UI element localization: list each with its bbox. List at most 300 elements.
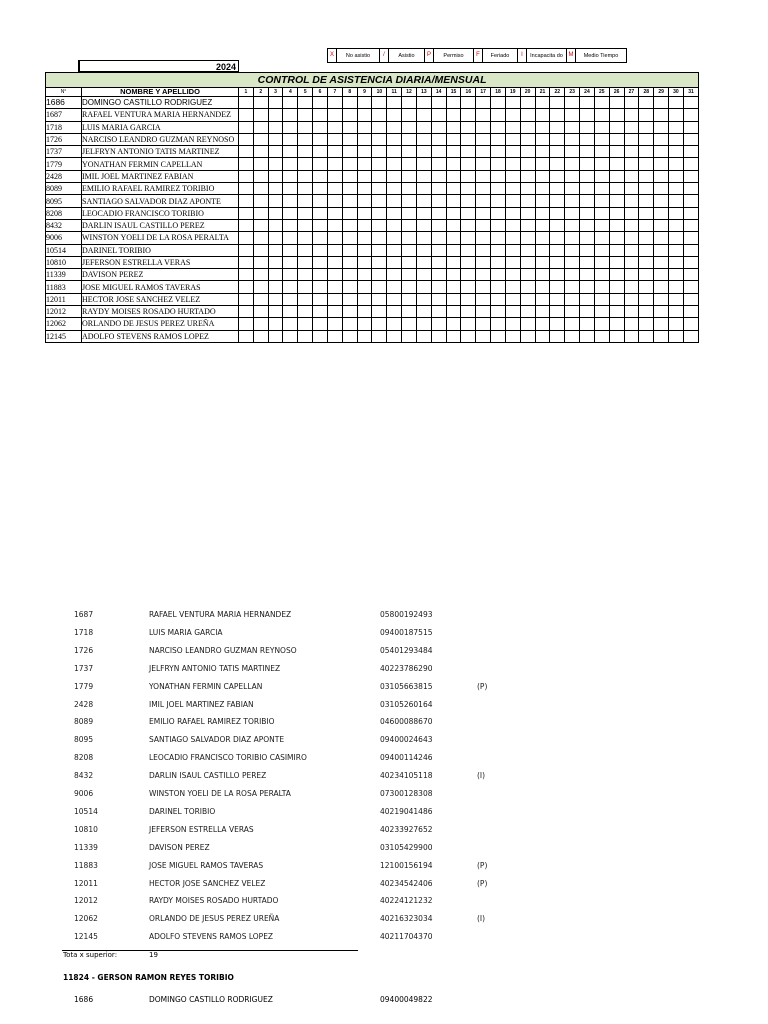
attendance-cell[interactable] xyxy=(683,306,698,318)
attendance-cell[interactable] xyxy=(431,170,446,182)
attendance-cell[interactable] xyxy=(505,306,520,318)
attendance-cell[interactable] xyxy=(683,158,698,170)
attendance-cell[interactable] xyxy=(476,183,491,195)
attendance-cell[interactable] xyxy=(669,133,684,145)
attendance-cell[interactable] xyxy=(446,219,461,231)
attendance-cell[interactable] xyxy=(342,133,357,145)
attendance-cell[interactable] xyxy=(327,244,342,256)
attendance-cell[interactable] xyxy=(446,318,461,330)
attendance-cell[interactable] xyxy=(594,170,609,182)
attendance-cell[interactable] xyxy=(446,97,461,109)
attendance-cell[interactable] xyxy=(535,330,550,342)
attendance-cell[interactable] xyxy=(580,330,595,342)
attendance-cell[interactable] xyxy=(491,195,506,207)
attendance-cell[interactable] xyxy=(669,158,684,170)
attendance-cell[interactable] xyxy=(327,293,342,305)
attendance-cell[interactable] xyxy=(298,207,313,219)
attendance-cell[interactable] xyxy=(402,330,417,342)
attendance-cell[interactable] xyxy=(565,281,580,293)
attendance-cell[interactable] xyxy=(683,207,698,219)
attendance-cell[interactable] xyxy=(520,146,535,158)
attendance-cell[interactable] xyxy=(268,318,283,330)
attendance-cell[interactable] xyxy=(253,281,268,293)
attendance-cell[interactable] xyxy=(357,269,372,281)
attendance-cell[interactable] xyxy=(550,232,565,244)
attendance-cell[interactable] xyxy=(298,170,313,182)
attendance-cell[interactable] xyxy=(491,293,506,305)
attendance-cell[interactable] xyxy=(683,170,698,182)
attendance-cell[interactable] xyxy=(580,232,595,244)
attendance-cell[interactable] xyxy=(550,269,565,281)
attendance-cell[interactable] xyxy=(253,207,268,219)
attendance-cell[interactable] xyxy=(654,195,669,207)
attendance-cell[interactable] xyxy=(594,158,609,170)
attendance-cell[interactable] xyxy=(654,170,669,182)
attendance-cell[interactable] xyxy=(446,330,461,342)
attendance-cell[interactable] xyxy=(624,244,639,256)
attendance-cell[interactable] xyxy=(654,244,669,256)
attendance-cell[interactable] xyxy=(342,256,357,268)
attendance-cell[interactable] xyxy=(594,330,609,342)
attendance-cell[interactable] xyxy=(461,207,476,219)
attendance-cell[interactable] xyxy=(253,121,268,133)
attendance-cell[interactable] xyxy=(313,293,328,305)
attendance-cell[interactable] xyxy=(342,158,357,170)
attendance-cell[interactable] xyxy=(253,244,268,256)
attendance-cell[interactable] xyxy=(669,183,684,195)
attendance-cell[interactable] xyxy=(624,170,639,182)
attendance-cell[interactable] xyxy=(505,232,520,244)
attendance-cell[interactable] xyxy=(372,146,387,158)
attendance-cell[interactable] xyxy=(654,281,669,293)
attendance-cell[interactable] xyxy=(476,281,491,293)
attendance-cell[interactable] xyxy=(431,244,446,256)
attendance-cell[interactable] xyxy=(283,219,298,231)
attendance-cell[interactable] xyxy=(372,195,387,207)
attendance-cell[interactable] xyxy=(446,293,461,305)
attendance-cell[interactable] xyxy=(565,256,580,268)
attendance-cell[interactable] xyxy=(461,306,476,318)
attendance-cell[interactable] xyxy=(476,133,491,145)
attendance-cell[interactable] xyxy=(298,146,313,158)
attendance-cell[interactable] xyxy=(357,330,372,342)
attendance-cell[interactable] xyxy=(387,330,402,342)
attendance-cell[interactable] xyxy=(402,183,417,195)
attendance-cell[interactable] xyxy=(327,330,342,342)
attendance-cell[interactable] xyxy=(372,109,387,121)
attendance-cell[interactable] xyxy=(550,158,565,170)
attendance-cell[interactable] xyxy=(669,146,684,158)
attendance-cell[interactable] xyxy=(239,330,254,342)
attendance-cell[interactable] xyxy=(461,158,476,170)
attendance-cell[interactable] xyxy=(476,244,491,256)
attendance-cell[interactable] xyxy=(580,97,595,109)
attendance-cell[interactable] xyxy=(402,133,417,145)
attendance-cell[interactable] xyxy=(669,232,684,244)
attendance-cell[interactable] xyxy=(505,330,520,342)
attendance-cell[interactable] xyxy=(461,195,476,207)
attendance-cell[interactable] xyxy=(580,219,595,231)
attendance-cell[interactable] xyxy=(624,121,639,133)
attendance-cell[interactable] xyxy=(609,318,624,330)
attendance-cell[interactable] xyxy=(609,256,624,268)
attendance-cell[interactable] xyxy=(624,97,639,109)
attendance-cell[interactable] xyxy=(505,207,520,219)
attendance-cell[interactable] xyxy=(239,170,254,182)
attendance-cell[interactable] xyxy=(372,121,387,133)
attendance-cell[interactable] xyxy=(639,269,654,281)
attendance-cell[interactable] xyxy=(594,183,609,195)
attendance-cell[interactable] xyxy=(342,207,357,219)
attendance-cell[interactable] xyxy=(669,195,684,207)
attendance-cell[interactable] xyxy=(268,256,283,268)
attendance-cell[interactable] xyxy=(431,256,446,268)
attendance-cell[interactable] xyxy=(580,293,595,305)
attendance-cell[interactable] xyxy=(431,146,446,158)
attendance-cell[interactable] xyxy=(505,244,520,256)
attendance-cell[interactable] xyxy=(520,109,535,121)
attendance-cell[interactable] xyxy=(550,109,565,121)
attendance-cell[interactable] xyxy=(683,183,698,195)
attendance-cell[interactable] xyxy=(609,269,624,281)
attendance-cell[interactable] xyxy=(431,109,446,121)
attendance-cell[interactable] xyxy=(639,183,654,195)
attendance-cell[interactable] xyxy=(239,133,254,145)
attendance-cell[interactable] xyxy=(298,109,313,121)
attendance-cell[interactable] xyxy=(327,109,342,121)
attendance-cell[interactable] xyxy=(416,330,431,342)
attendance-cell[interactable] xyxy=(268,207,283,219)
attendance-cell[interactable] xyxy=(520,158,535,170)
attendance-cell[interactable] xyxy=(387,269,402,281)
attendance-cell[interactable] xyxy=(283,256,298,268)
attendance-cell[interactable] xyxy=(239,306,254,318)
attendance-cell[interactable] xyxy=(683,97,698,109)
attendance-cell[interactable] xyxy=(535,306,550,318)
attendance-cell[interactable] xyxy=(446,121,461,133)
attendance-cell[interactable] xyxy=(580,306,595,318)
attendance-cell[interactable] xyxy=(357,256,372,268)
attendance-cell[interactable] xyxy=(402,158,417,170)
attendance-cell[interactable] xyxy=(372,306,387,318)
attendance-cell[interactable] xyxy=(253,170,268,182)
attendance-cell[interactable] xyxy=(565,97,580,109)
attendance-cell[interactable] xyxy=(313,97,328,109)
attendance-cell[interactable] xyxy=(580,170,595,182)
attendance-cell[interactable] xyxy=(669,170,684,182)
attendance-cell[interactable] xyxy=(580,256,595,268)
attendance-cell[interactable] xyxy=(387,158,402,170)
attendance-cell[interactable] xyxy=(298,293,313,305)
attendance-cell[interactable] xyxy=(624,109,639,121)
attendance-cell[interactable] xyxy=(594,121,609,133)
attendance-cell[interactable] xyxy=(372,183,387,195)
attendance-cell[interactable] xyxy=(476,158,491,170)
attendance-cell[interactable] xyxy=(253,293,268,305)
attendance-cell[interactable] xyxy=(402,97,417,109)
attendance-cell[interactable] xyxy=(580,195,595,207)
attendance-cell[interactable] xyxy=(624,256,639,268)
attendance-cell[interactable] xyxy=(491,158,506,170)
attendance-cell[interactable] xyxy=(476,306,491,318)
attendance-cell[interactable] xyxy=(387,281,402,293)
attendance-cell[interactable] xyxy=(461,318,476,330)
attendance-cell[interactable] xyxy=(357,133,372,145)
attendance-cell[interactable] xyxy=(342,97,357,109)
attendance-cell[interactable] xyxy=(239,219,254,231)
attendance-cell[interactable] xyxy=(402,207,417,219)
attendance-cell[interactable] xyxy=(342,244,357,256)
attendance-cell[interactable] xyxy=(535,195,550,207)
attendance-cell[interactable] xyxy=(416,170,431,182)
attendance-cell[interactable] xyxy=(550,256,565,268)
attendance-cell[interactable] xyxy=(239,256,254,268)
attendance-cell[interactable] xyxy=(342,146,357,158)
attendance-cell[interactable] xyxy=(669,281,684,293)
attendance-cell[interactable] xyxy=(609,232,624,244)
attendance-cell[interactable] xyxy=(609,281,624,293)
attendance-cell[interactable] xyxy=(342,219,357,231)
attendance-cell[interactable] xyxy=(239,318,254,330)
attendance-cell[interactable] xyxy=(535,183,550,195)
attendance-cell[interactable] xyxy=(565,219,580,231)
attendance-cell[interactable] xyxy=(683,293,698,305)
attendance-cell[interactable] xyxy=(594,244,609,256)
attendance-cell[interactable] xyxy=(283,133,298,145)
attendance-cell[interactable] xyxy=(298,330,313,342)
attendance-cell[interactable] xyxy=(491,133,506,145)
attendance-cell[interactable] xyxy=(268,158,283,170)
attendance-cell[interactable] xyxy=(491,232,506,244)
attendance-cell[interactable] xyxy=(253,306,268,318)
attendance-cell[interactable] xyxy=(609,244,624,256)
attendance-cell[interactable] xyxy=(446,244,461,256)
attendance-cell[interactable] xyxy=(461,256,476,268)
attendance-cell[interactable] xyxy=(594,232,609,244)
attendance-cell[interactable] xyxy=(372,256,387,268)
attendance-cell[interactable] xyxy=(268,195,283,207)
attendance-cell[interactable] xyxy=(342,195,357,207)
attendance-cell[interactable] xyxy=(550,183,565,195)
attendance-cell[interactable] xyxy=(446,269,461,281)
attendance-cell[interactable] xyxy=(520,183,535,195)
attendance-cell[interactable] xyxy=(327,318,342,330)
attendance-cell[interactable] xyxy=(268,133,283,145)
attendance-cell[interactable] xyxy=(654,97,669,109)
attendance-cell[interactable] xyxy=(298,318,313,330)
attendance-cell[interactable] xyxy=(431,318,446,330)
attendance-cell[interactable] xyxy=(654,330,669,342)
attendance-cell[interactable] xyxy=(594,306,609,318)
attendance-cell[interactable] xyxy=(520,232,535,244)
attendance-cell[interactable] xyxy=(491,219,506,231)
attendance-cell[interactable] xyxy=(594,269,609,281)
attendance-cell[interactable] xyxy=(416,109,431,121)
attendance-cell[interactable] xyxy=(431,330,446,342)
attendance-cell[interactable] xyxy=(357,306,372,318)
attendance-cell[interactable] xyxy=(594,293,609,305)
attendance-cell[interactable] xyxy=(402,256,417,268)
attendance-cell[interactable] xyxy=(535,318,550,330)
attendance-cell[interactable] xyxy=(520,207,535,219)
attendance-cell[interactable] xyxy=(387,109,402,121)
attendance-cell[interactable] xyxy=(609,330,624,342)
attendance-cell[interactable] xyxy=(387,207,402,219)
attendance-cell[interactable] xyxy=(283,269,298,281)
attendance-cell[interactable] xyxy=(476,146,491,158)
attendance-cell[interactable] xyxy=(313,195,328,207)
attendance-cell[interactable] xyxy=(609,183,624,195)
attendance-cell[interactable] xyxy=(535,170,550,182)
attendance-cell[interactable] xyxy=(431,183,446,195)
attendance-cell[interactable] xyxy=(327,146,342,158)
attendance-cell[interactable] xyxy=(639,133,654,145)
attendance-cell[interactable] xyxy=(565,330,580,342)
attendance-cell[interactable] xyxy=(402,318,417,330)
attendance-cell[interactable] xyxy=(580,269,595,281)
attendance-cell[interactable] xyxy=(446,195,461,207)
attendance-cell[interactable] xyxy=(669,207,684,219)
attendance-cell[interactable] xyxy=(535,219,550,231)
attendance-cell[interactable] xyxy=(431,232,446,244)
attendance-cell[interactable] xyxy=(520,219,535,231)
attendance-cell[interactable] xyxy=(298,121,313,133)
attendance-cell[interactable] xyxy=(624,232,639,244)
attendance-cell[interactable] xyxy=(624,306,639,318)
attendance-cell[interactable] xyxy=(609,219,624,231)
attendance-cell[interactable] xyxy=(387,183,402,195)
attendance-cell[interactable] xyxy=(669,330,684,342)
attendance-cell[interactable] xyxy=(342,183,357,195)
attendance-cell[interactable] xyxy=(461,121,476,133)
attendance-cell[interactable] xyxy=(402,269,417,281)
attendance-cell[interactable] xyxy=(357,244,372,256)
attendance-cell[interactable] xyxy=(283,146,298,158)
attendance-cell[interactable] xyxy=(342,232,357,244)
attendance-cell[interactable] xyxy=(239,207,254,219)
attendance-cell[interactable] xyxy=(283,121,298,133)
attendance-cell[interactable] xyxy=(550,121,565,133)
attendance-cell[interactable] xyxy=(461,281,476,293)
attendance-cell[interactable] xyxy=(491,330,506,342)
attendance-cell[interactable] xyxy=(580,146,595,158)
attendance-cell[interactable] xyxy=(669,269,684,281)
attendance-cell[interactable] xyxy=(505,195,520,207)
attendance-cell[interactable] xyxy=(461,146,476,158)
attendance-cell[interactable] xyxy=(239,183,254,195)
attendance-cell[interactable] xyxy=(283,170,298,182)
attendance-cell[interactable] xyxy=(327,158,342,170)
attendance-cell[interactable] xyxy=(669,318,684,330)
attendance-cell[interactable] xyxy=(372,207,387,219)
attendance-cell[interactable] xyxy=(594,146,609,158)
attendance-cell[interactable] xyxy=(669,219,684,231)
attendance-cell[interactable] xyxy=(313,207,328,219)
attendance-cell[interactable] xyxy=(476,121,491,133)
attendance-cell[interactable] xyxy=(372,244,387,256)
attendance-cell[interactable] xyxy=(357,293,372,305)
attendance-cell[interactable] xyxy=(580,318,595,330)
attendance-cell[interactable] xyxy=(268,306,283,318)
attendance-cell[interactable] xyxy=(387,318,402,330)
attendance-cell[interactable] xyxy=(669,97,684,109)
attendance-cell[interactable] xyxy=(283,293,298,305)
attendance-cell[interactable] xyxy=(520,195,535,207)
attendance-cell[interactable] xyxy=(565,232,580,244)
attendance-cell[interactable] xyxy=(609,97,624,109)
attendance-cell[interactable] xyxy=(327,97,342,109)
attendance-cell[interactable] xyxy=(594,195,609,207)
attendance-cell[interactable] xyxy=(683,269,698,281)
attendance-cell[interactable] xyxy=(461,183,476,195)
attendance-cell[interactable] xyxy=(550,146,565,158)
attendance-cell[interactable] xyxy=(313,158,328,170)
attendance-cell[interactable] xyxy=(505,109,520,121)
attendance-cell[interactable] xyxy=(416,219,431,231)
attendance-cell[interactable] xyxy=(550,281,565,293)
attendance-cell[interactable] xyxy=(535,244,550,256)
attendance-cell[interactable] xyxy=(594,133,609,145)
attendance-cell[interactable] xyxy=(313,133,328,145)
attendance-cell[interactable] xyxy=(416,281,431,293)
attendance-cell[interactable] xyxy=(431,133,446,145)
attendance-cell[interactable] xyxy=(239,293,254,305)
attendance-cell[interactable] xyxy=(327,306,342,318)
attendance-cell[interactable] xyxy=(283,109,298,121)
attendance-cell[interactable] xyxy=(491,170,506,182)
attendance-cell[interactable] xyxy=(313,109,328,121)
attendance-cell[interactable] xyxy=(476,170,491,182)
attendance-cell[interactable] xyxy=(476,195,491,207)
attendance-cell[interactable] xyxy=(580,183,595,195)
attendance-cell[interactable] xyxy=(387,170,402,182)
attendance-cell[interactable] xyxy=(372,97,387,109)
attendance-cell[interactable] xyxy=(461,232,476,244)
attendance-cell[interactable] xyxy=(298,281,313,293)
attendance-cell[interactable] xyxy=(476,232,491,244)
attendance-cell[interactable] xyxy=(594,281,609,293)
attendance-cell[interactable] xyxy=(313,183,328,195)
attendance-cell[interactable] xyxy=(446,256,461,268)
attendance-cell[interactable] xyxy=(342,293,357,305)
attendance-cell[interactable] xyxy=(505,281,520,293)
attendance-cell[interactable] xyxy=(505,170,520,182)
attendance-cell[interactable] xyxy=(505,293,520,305)
attendance-cell[interactable] xyxy=(268,109,283,121)
attendance-cell[interactable] xyxy=(669,109,684,121)
attendance-cell[interactable] xyxy=(476,219,491,231)
attendance-cell[interactable] xyxy=(609,121,624,133)
attendance-cell[interactable] xyxy=(639,219,654,231)
attendance-cell[interactable] xyxy=(298,232,313,244)
attendance-cell[interactable] xyxy=(654,158,669,170)
attendance-cell[interactable] xyxy=(313,330,328,342)
attendance-cell[interactable] xyxy=(298,183,313,195)
attendance-cell[interactable] xyxy=(283,318,298,330)
attendance-cell[interactable] xyxy=(387,232,402,244)
attendance-cell[interactable] xyxy=(327,281,342,293)
attendance-cell[interactable] xyxy=(283,306,298,318)
attendance-cell[interactable] xyxy=(683,219,698,231)
attendance-cell[interactable] xyxy=(594,109,609,121)
attendance-cell[interactable] xyxy=(342,170,357,182)
attendance-cell[interactable] xyxy=(476,109,491,121)
attendance-cell[interactable] xyxy=(253,269,268,281)
attendance-cell[interactable] xyxy=(402,232,417,244)
attendance-cell[interactable] xyxy=(268,269,283,281)
attendance-cell[interactable] xyxy=(550,133,565,145)
attendance-cell[interactable] xyxy=(594,207,609,219)
